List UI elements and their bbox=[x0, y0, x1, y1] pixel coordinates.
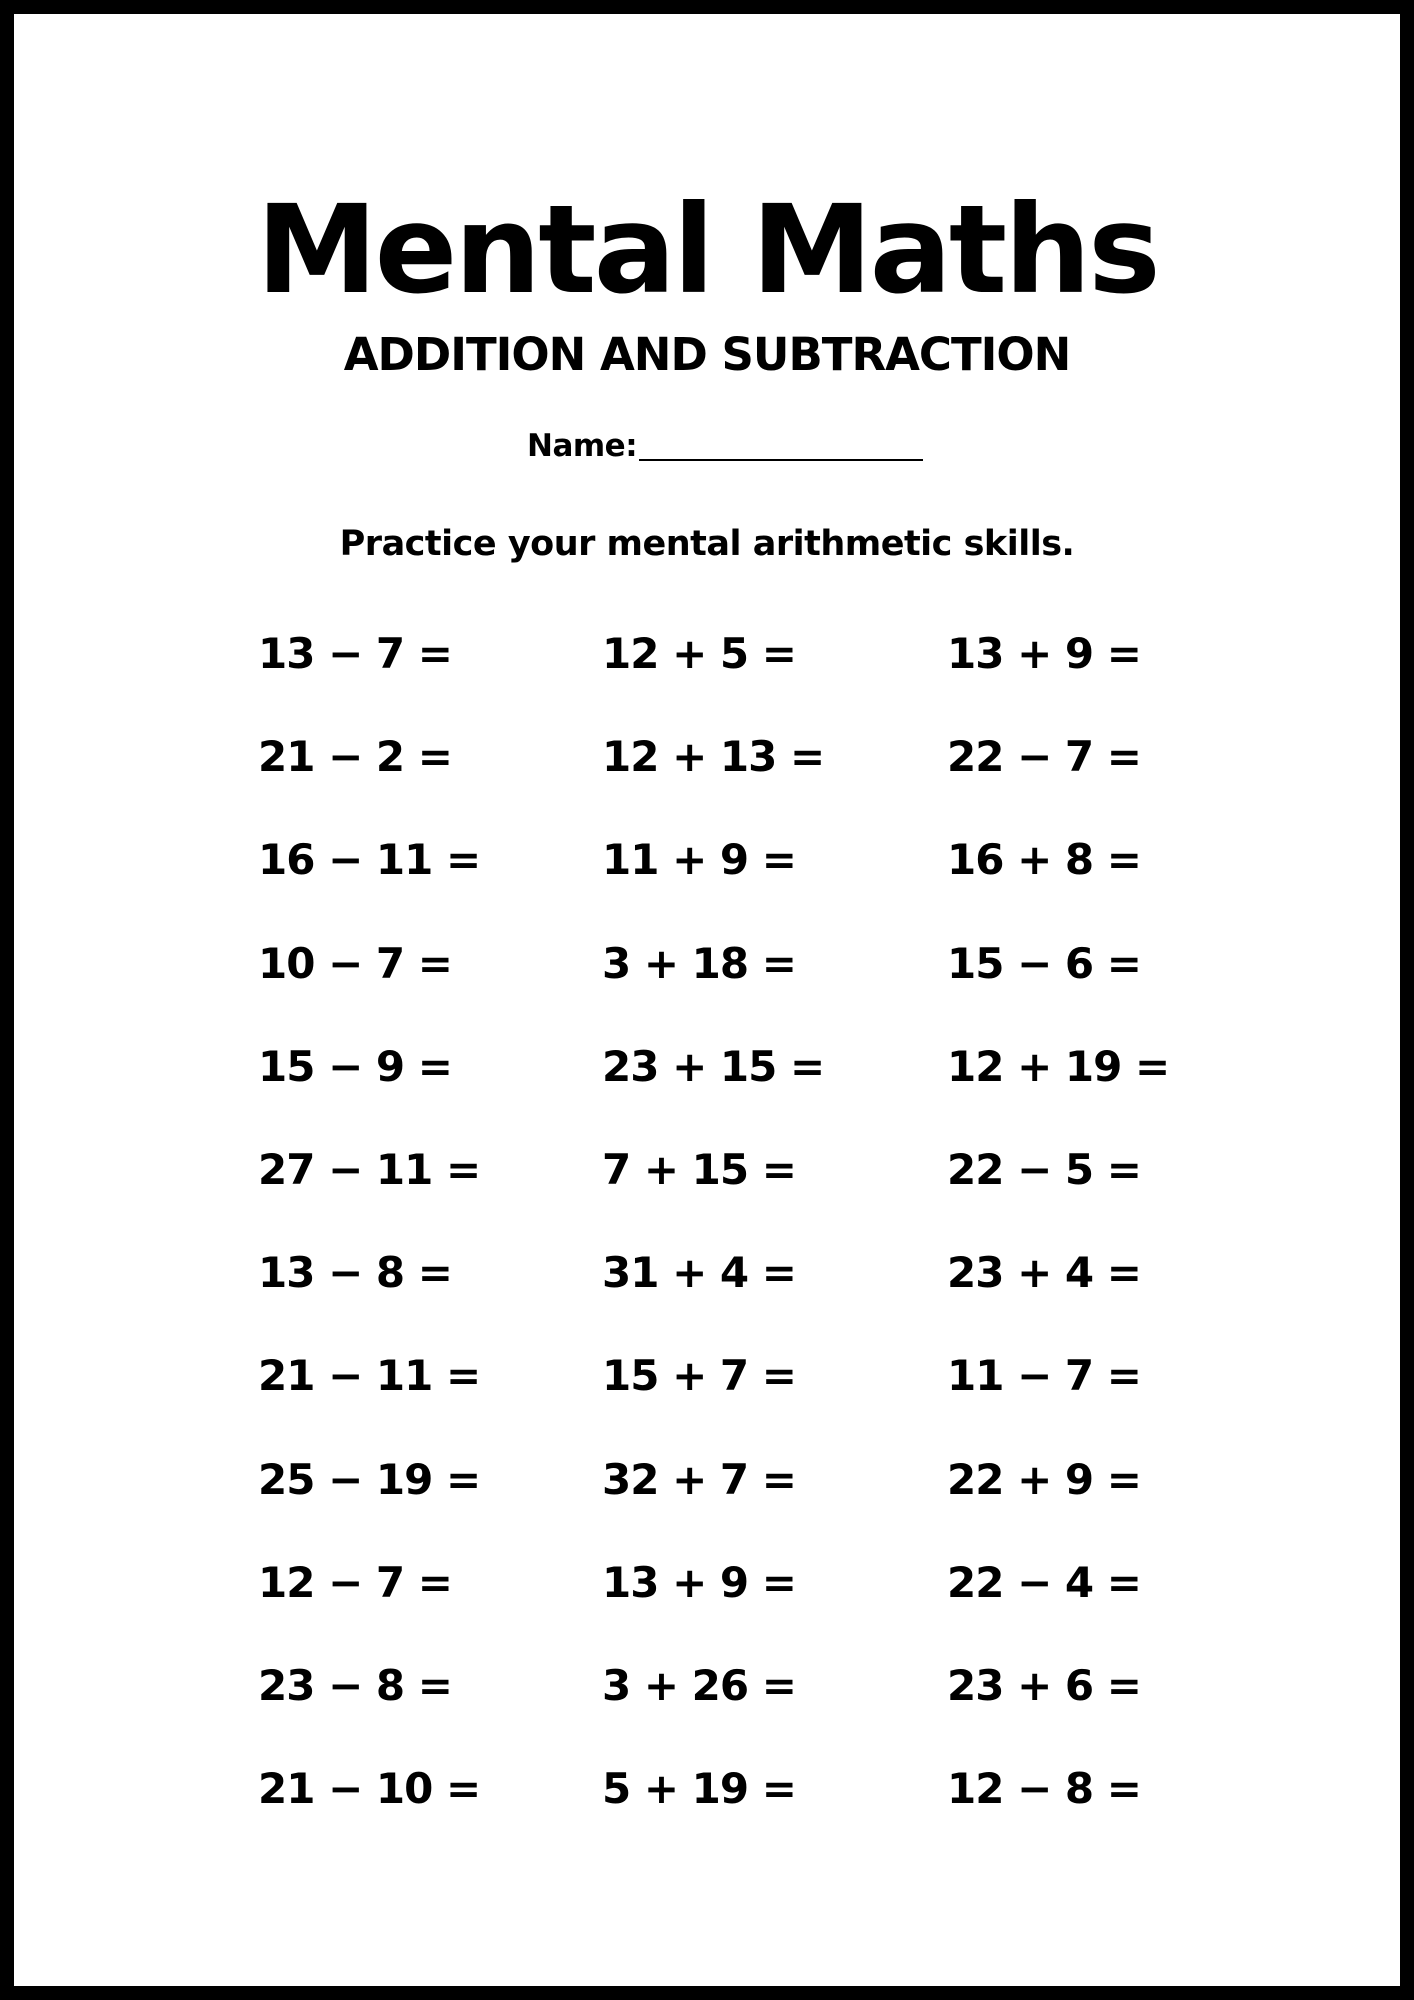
problem-c3-r9: 22 + 9 = bbox=[947, 1455, 1141, 1504]
name-label: Name: bbox=[527, 428, 638, 464]
page-title: Mental Maths bbox=[256, 179, 1158, 321]
problem-c3-r11: 23 + 6 = bbox=[947, 1661, 1141, 1710]
problem-c1-r11: 23 − 8 = bbox=[258, 1661, 452, 1710]
problem-c2-r12: 5 + 19 = bbox=[602, 1764, 796, 1813]
problem-c3-r4: 15 − 6 = bbox=[947, 939, 1141, 988]
problem-c3-r6: 22 − 5 = bbox=[947, 1145, 1141, 1194]
problem-c1-r10: 12 − 7 = bbox=[258, 1558, 452, 1607]
problem-c3-r8: 11 − 7 = bbox=[947, 1351, 1141, 1400]
problem-c1-r2: 21 − 2 = bbox=[258, 732, 452, 781]
problem-c2-r8: 15 + 7 = bbox=[602, 1351, 796, 1400]
problem-c1-r1: 13 − 7 = bbox=[258, 629, 452, 678]
problem-c2-r9: 32 + 7 = bbox=[602, 1455, 796, 1504]
problem-c3-r3: 16 + 8 = bbox=[947, 835, 1141, 884]
problem-c1-r8: 21 − 11 = bbox=[258, 1351, 481, 1400]
problem-c2-r2: 12 + 13 = bbox=[602, 732, 825, 781]
problem-c1-r4: 10 − 7 = bbox=[258, 939, 452, 988]
problem-c2-r11: 3 + 26 = bbox=[602, 1661, 796, 1710]
problem-grid bbox=[14, 624, 1400, 1864]
problem-c1-r7: 13 − 8 = bbox=[258, 1248, 452, 1297]
problem-c3-r12: 12 − 8 = bbox=[947, 1764, 1141, 1813]
problem-c2-r5: 23 + 15 = bbox=[602, 1042, 825, 1091]
problem-c2-r1: 12 + 5 = bbox=[602, 629, 796, 678]
problem-c2-r4: 3 + 18 = bbox=[602, 939, 796, 988]
problem-c1-r3: 16 − 11 = bbox=[258, 835, 481, 884]
instructions: Practice your mental arithmetic skills. bbox=[339, 524, 1075, 564]
name-blank-line[interactable] bbox=[639, 459, 923, 461]
problem-c3-r10: 22 − 4 = bbox=[947, 1558, 1141, 1607]
problem-c3-r5: 12 + 19 = bbox=[947, 1042, 1170, 1091]
problem-c2-r10: 13 + 9 = bbox=[602, 1558, 796, 1607]
problem-c3-r1: 13 + 9 = bbox=[947, 629, 1141, 678]
problem-c1-r5: 15 − 9 = bbox=[258, 1042, 452, 1091]
problem-c2-r6: 7 + 15 = bbox=[602, 1145, 796, 1194]
problem-c3-r7: 23 + 4 = bbox=[947, 1248, 1141, 1297]
name-row bbox=[527, 422, 923, 462]
page-subtitle: ADDITION AND SUBTRACTION bbox=[343, 328, 1071, 381]
problem-c1-r12: 21 − 10 = bbox=[258, 1764, 481, 1813]
problem-c1-r6: 27 − 11 = bbox=[258, 1145, 481, 1194]
problem-c3-r2: 22 − 7 = bbox=[947, 732, 1141, 781]
problem-c2-r3: 11 + 9 = bbox=[602, 835, 796, 884]
problem-c1-r9: 25 − 19 = bbox=[258, 1455, 481, 1504]
problem-c2-r7: 31 + 4 = bbox=[602, 1248, 796, 1297]
